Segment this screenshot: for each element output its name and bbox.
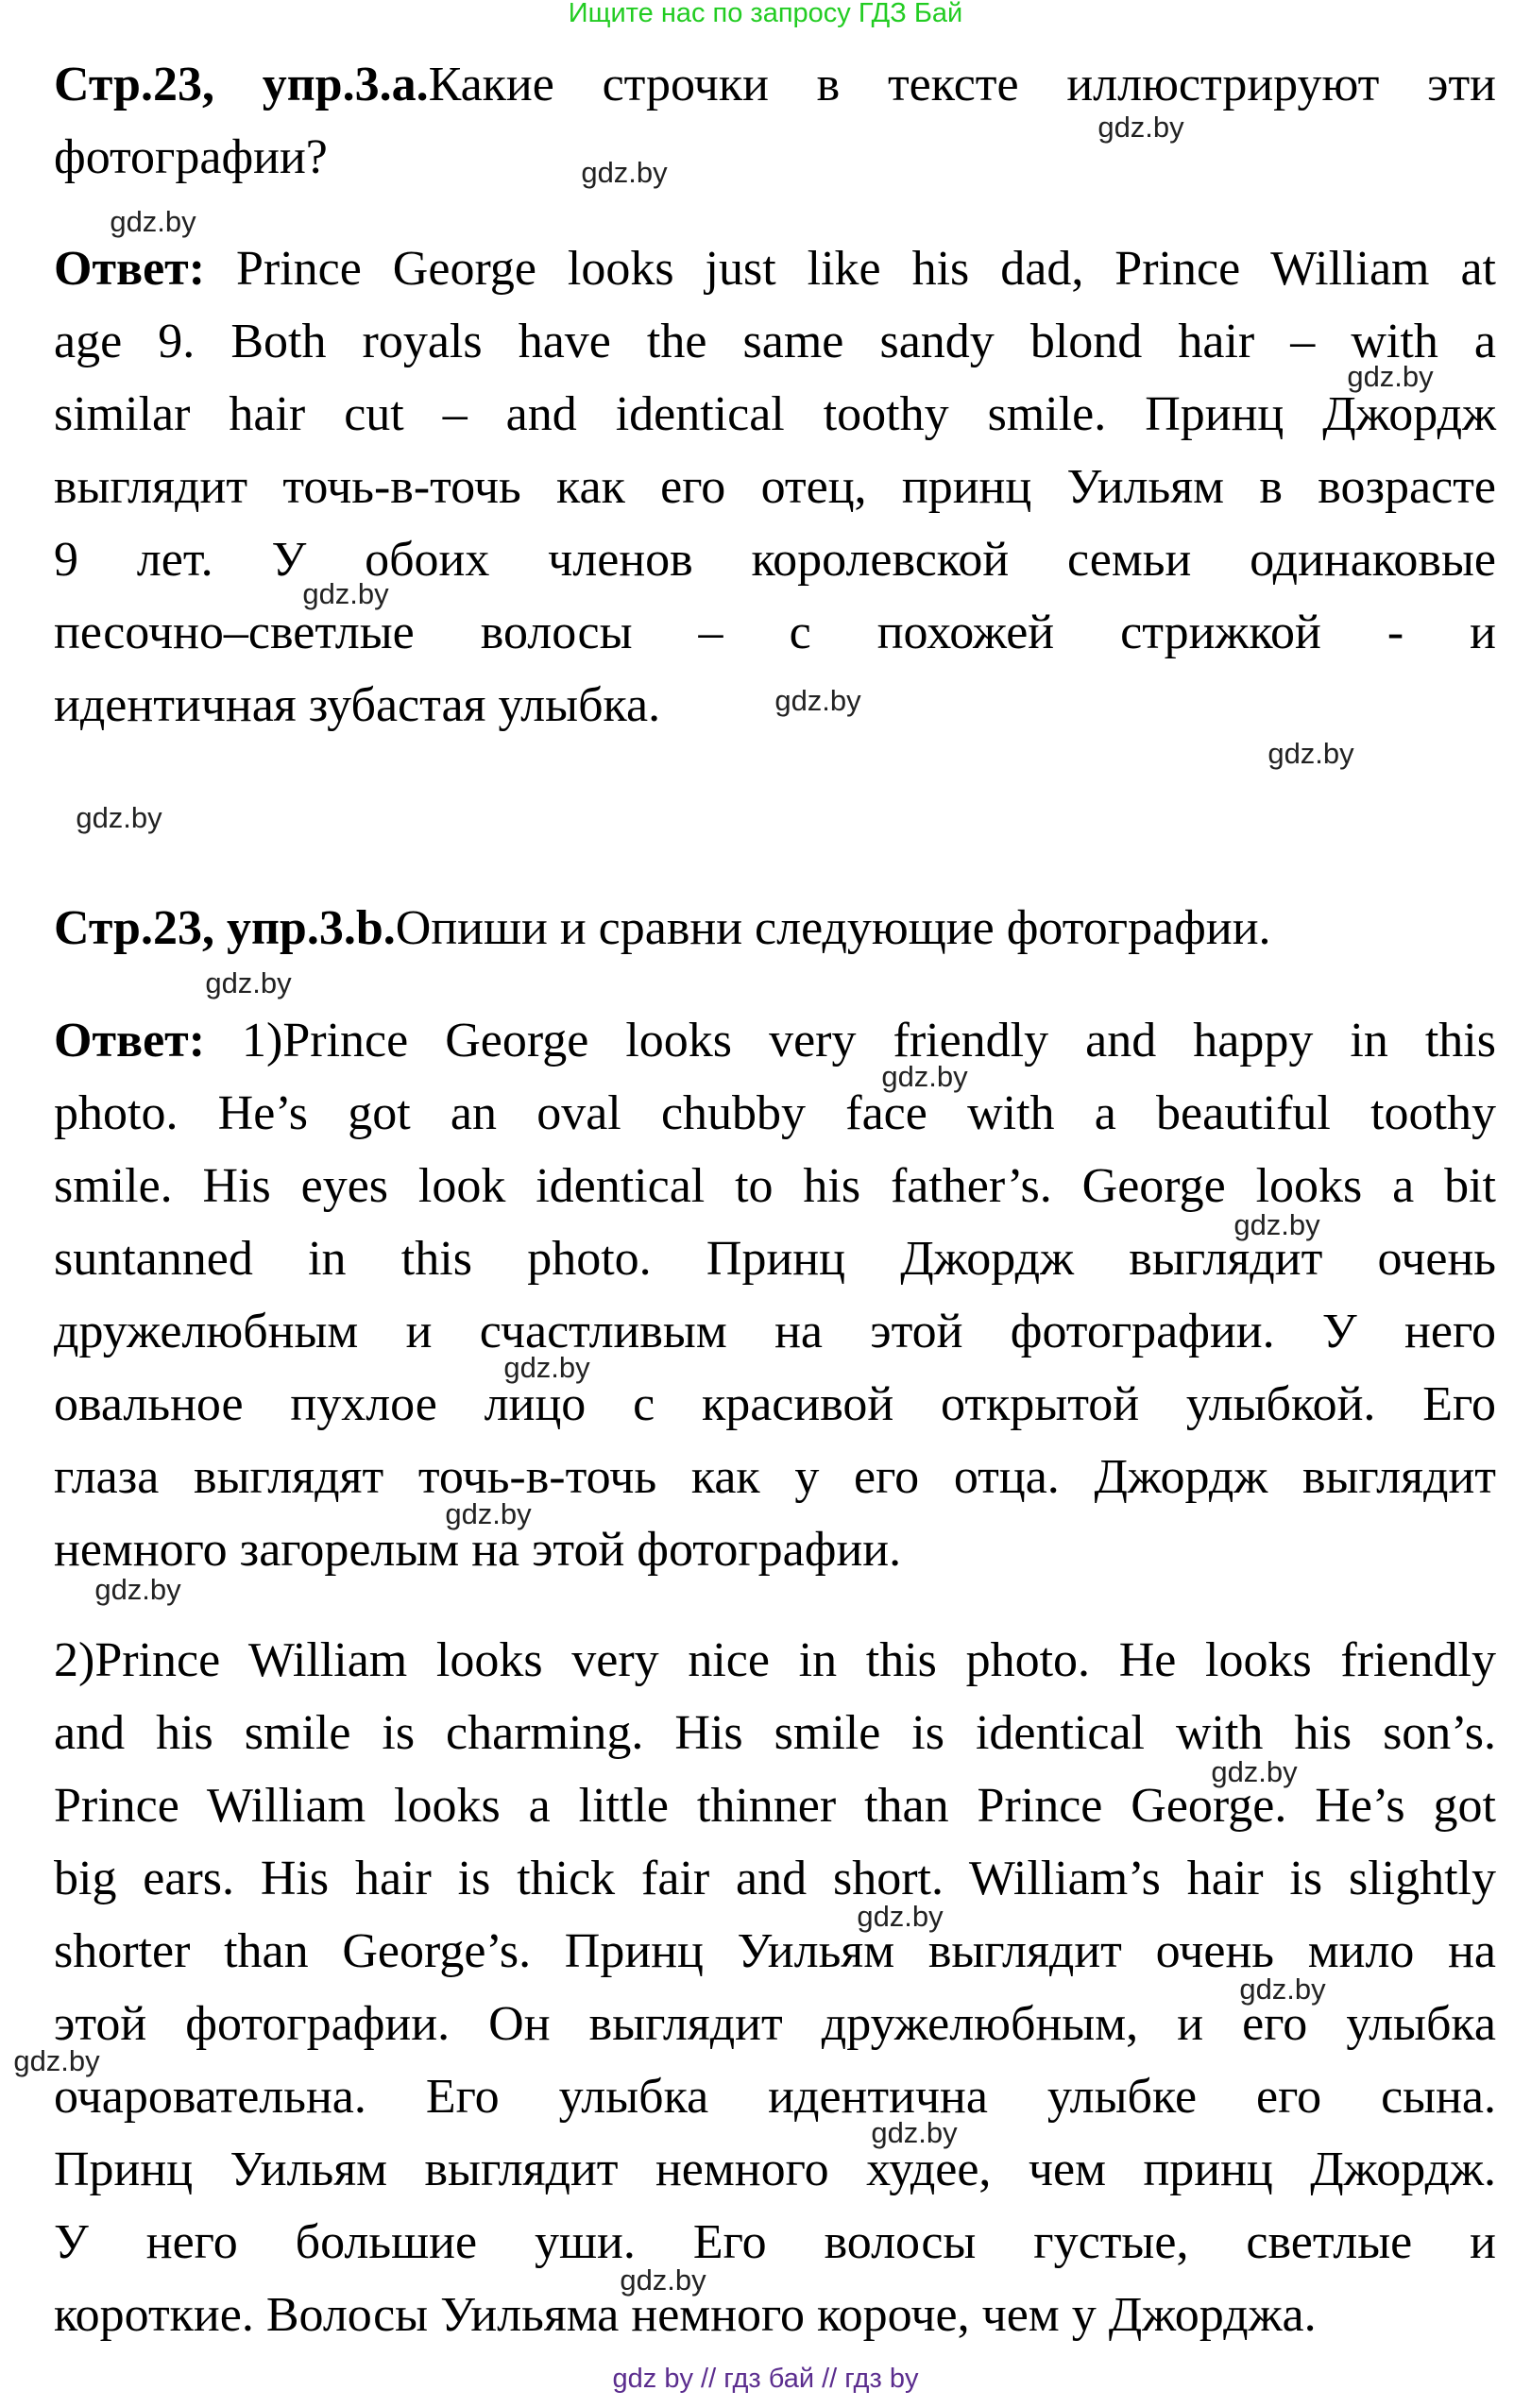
section-2-heading: [54, 892, 1496, 965]
bold-label: Стр.23, упр.3.b.: [54, 901, 396, 955]
line-text: age 9. Both royals have the same sandy blond hair – with a: [54, 315, 1496, 368]
text-line: [54, 305, 1496, 378]
text-line: [54, 523, 1496, 596]
text-line: [54, 451, 1496, 523]
line-text: очаровательна. Его улыбка идентична улыбке его сына.: [54, 2070, 1496, 2124]
text-line: [54, 232, 1496, 305]
line-text: дружелюбным и счастливым на этой фотографии. У него: [54, 1305, 1496, 1358]
line-text: выглядит точь-в-точь как его отец, принц Уильям в возрасте: [54, 460, 1496, 514]
line-text: big ears. His hair is thick fair and short. William’s hair is slightly: [54, 1852, 1496, 1905]
line-text: овальное пухлое лицо с красивой открытой улыбкой. Его: [54, 1377, 1496, 1431]
watermark-text: gdz.by: [1211, 1755, 1298, 1788]
line-text: Какие строчки в тексте иллюстрируют эти: [428, 58, 1496, 111]
watermark-text: gdz.by: [445, 1497, 532, 1530]
bold-label: Ответ:: [54, 242, 206, 296]
text-line: [54, 2133, 1496, 2206]
watermark-text: gdz.by: [13, 2044, 100, 2077]
text-line: [54, 1842, 1496, 1915]
header-note: Ищите нас по запросу ГДЗ Бай: [568, 0, 963, 28]
watermark-text: gdz.by: [871, 2116, 958, 2149]
text-line: [54, 1295, 1496, 1368]
line-text: идентичная зубастая улыбка.: [54, 678, 661, 732]
line-text: Принц Уильям выглядит немного худее, чем принц Джордж.: [54, 2143, 1496, 2196]
line-text: shorter than George’s. Принц Уильям выглядит очень мило на: [54, 1924, 1496, 1978]
watermark-text: gdz.by: [1347, 360, 1434, 393]
line-text: фотографии?: [54, 130, 328, 184]
text-line: [54, 1624, 1496, 1697]
line-text: 2)Prince William looks very nice in this photo. He looks friendly: [54, 1633, 1496, 1687]
text-line: [54, 378, 1496, 451]
bold-label: Ответ:: [54, 1014, 206, 1067]
watermark-text: gdz.by: [1239, 1973, 1326, 2006]
text-line: [54, 2206, 1496, 2279]
bold-label: Стр.23, упр.3.а.: [54, 58, 429, 111]
line-text: глаза выглядят точь-в-точь как у его отца. Джордж выглядит: [54, 1450, 1496, 1504]
watermark-text: gdz.by: [774, 684, 861, 717]
watermark-text: gdz.by: [94, 1573, 181, 1606]
line-text: photo. He’s got an oval chubby face with a beautiful toothy: [54, 1086, 1496, 1140]
watermark-text: gdz.by: [1233, 1208, 1320, 1241]
line-text: этой фотографии. Он выглядит дружелюбным, и его улыбка: [54, 1997, 1496, 2051]
watermark-text: gdz.by: [76, 801, 162, 834]
line-text: suntanned in this photo. Принц Джордж выглядит очень: [54, 1232, 1496, 1286]
line-text: немного загорелым на этой фотографии.: [54, 1523, 902, 1577]
text-line: [54, 1441, 1496, 1513]
watermark-text: gdz.by: [1097, 111, 1184, 144]
line-text: Опиши и сравни следующие фотографии.: [395, 901, 1271, 955]
text-line: [54, 2060, 1496, 2133]
line-text: Prince William looks a little thinner than Prince George. He’s got: [54, 1779, 1496, 1833]
text-line: [54, 2279, 1496, 2351]
section-2-answer-1: [54, 1004, 1496, 1586]
watermark-text: gdz.by: [110, 205, 196, 238]
text-line: [54, 121, 1496, 194]
watermark-text: gdz.by: [302, 577, 389, 610]
text-line: [54, 1077, 1496, 1150]
text-line: [54, 892, 1496, 965]
line-text: У него большие уши. Его волосы густые, светлые и: [54, 2215, 1496, 2269]
watermark-text: gdz.by: [620, 2263, 706, 2297]
line-text: песочно–светлые волосы – с похожей стрижкой - и: [54, 606, 1496, 659]
section-1-answer: [54, 232, 1496, 742]
line-text: Prince George looks just like his dad, Prince William at: [205, 242, 1496, 296]
text-line: [54, 596, 1496, 669]
watermark-text: gdz.by: [205, 966, 292, 999]
watermark-text: gdz.by: [503, 1351, 590, 1384]
watermark-text: gdz.by: [857, 1900, 944, 1933]
line-text: and his smile is charming. His smile is identical with his son’s.: [54, 1706, 1496, 1760]
line-text: similar hair cut – and identical toothy smile. Принц Джордж: [54, 387, 1496, 441]
text-line: [54, 1004, 1496, 1077]
footer-links[interactable]: gdz by // гдз бай // гдз by: [612, 2364, 919, 2394]
text-line: [54, 1368, 1496, 1441]
line-text: smile. His eyes look identical to his father’s. George looks a bit: [54, 1159, 1496, 1213]
section-1-heading: [54, 48, 1496, 194]
watermark-text: gdz.by: [1267, 737, 1354, 770]
text-line: [54, 48, 1496, 121]
line-text: 9 лет. У обоих членов королевской семьи одинаковые: [54, 533, 1496, 587]
line-text: 1)Prince George looks very friendly and happy in this: [205, 1014, 1496, 1067]
watermark-text: gdz.by: [881, 1060, 968, 1093]
watermark-text: gdz.by: [581, 156, 668, 189]
text-line: [54, 1513, 1496, 1586]
line-text: короткие. Волосы Уильяма немного короче, чем у Джорджа.: [54, 2288, 1317, 2342]
